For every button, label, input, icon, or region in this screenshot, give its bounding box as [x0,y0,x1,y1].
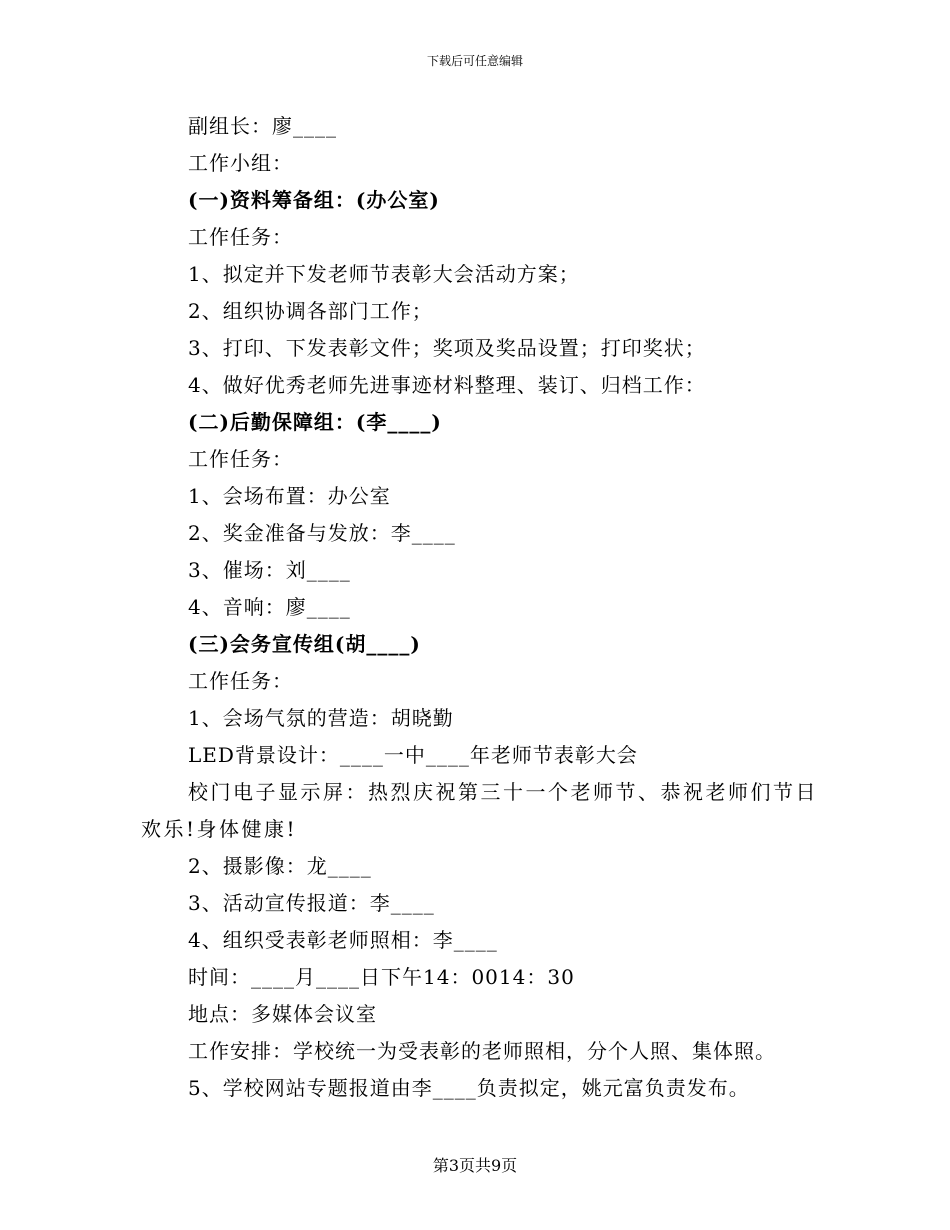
paragraph-line: 副组长：廖____ [188,114,337,138]
paragraph-line: 1、拟定并下发老师节表彰大会活动方案； [188,262,580,286]
paragraph-line: 工作任务： [188,669,293,693]
section-heading: (三)会务宣传组(胡____) [188,632,421,656]
paragraph-line: 校门电子显示屏：热烈庆祝第三十一个老师节、恭祝老师们节日欢乐!身体健康! [141,780,818,841]
document-body [141,108,821,1107]
paragraph-line: 地点：多媒体会议室 [188,1002,377,1026]
paragraph-line: LED背景设计：____一中____年老师节表彰大会 [188,743,638,767]
paragraph-line: 3、打印、下发表彰文件；奖项及奖品设置；打印奖状； [188,336,706,360]
paragraph-line: 4、音响：廖____ [188,595,351,619]
paragraph-line: 2、奖金准备与发放：李____ [188,521,456,545]
section-heading: (二)后勤保障组：(李____) [188,410,442,434]
paragraph-line: 工作任务： [188,447,293,471]
paragraph-line: 时间：____月____日下午14：0014：30 [188,965,575,989]
paragraph-line: 工作任务： [188,225,293,249]
paragraph-line: 工作安排：学校统一为受表彰的老师照相，分个人照、集体照。 [188,1039,776,1063]
paragraph-line: 2、组织协调各部门工作； [188,299,433,323]
paragraph-line: 1、会场布置：办公室 [188,484,391,508]
paragraph-line: 工作小组： [188,151,293,175]
page-footer: 第3页共9页 [432,1156,518,1175]
paragraph-line: 3、催场：刘____ [188,558,351,582]
paragraph-line: 4、做好优秀老师先进事迹材料整理、装订、归档工作： [188,373,706,397]
paragraph-line: 1、会场气氛的营造：胡晓勤 [188,706,454,730]
paragraph-line: 4、组织受表彰老师照相：李____ [188,928,498,952]
section-heading: (一)资料筹备组：(办公室) [188,188,440,212]
paragraph-line: 2、摄影像：龙____ [188,854,372,878]
paragraph-line: 3、活动宣传报道：李____ [188,891,435,915]
paragraph-line: 5、学校网站专题报道由李____负责拟定，姚元富负责发布。 [188,1076,750,1100]
page-header: 下载后可任意编辑 [426,54,523,68]
